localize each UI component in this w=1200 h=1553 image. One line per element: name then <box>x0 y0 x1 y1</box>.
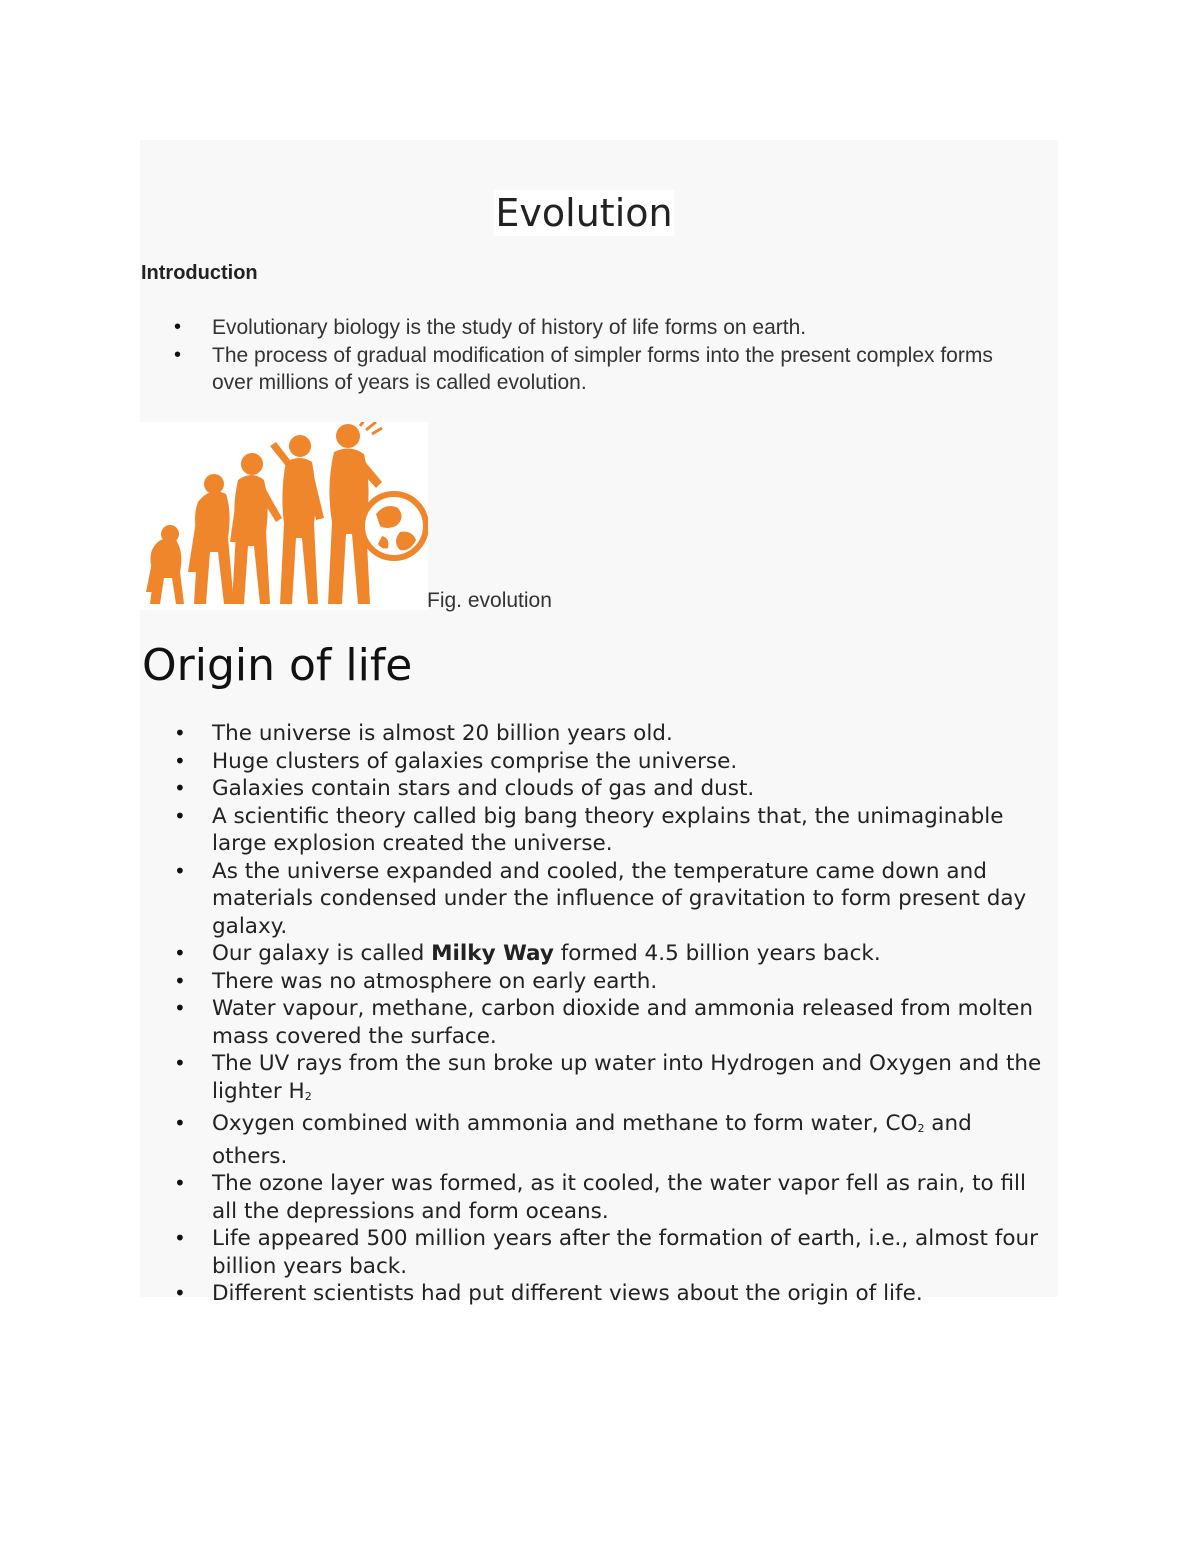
list-item: • Different scientists had put different views about the origin of life. <box>172 1280 1052 1308</box>
milky-way-bold: Milky Way <box>431 941 554 966</box>
list-item <box>172 1110 1052 1170</box>
list-item: • Water vapour, methane, carbon dioxide and ammonia released from molten mass covered the surface. <box>172 995 1052 1050</box>
list-item-text: and others. <box>212 1111 972 1169</box>
list-item <box>172 940 1052 968</box>
list-item-text: Oxygen combined with ammonia and methane to form water, CO <box>212 1111 918 1136</box>
introduction-heading: Introduction <box>141 262 258 284</box>
list-item: • A scientific theory called big bang theory explains that, the unimaginable large explosion created the universe. <box>172 803 1052 858</box>
list-item-text: formed 4.5 billion years back. <box>553 941 881 966</box>
list-item: • As the universe expanded and cooled, the temperature came down and materials condensed under the influence of gravitation to form present day galaxy. <box>172 858 1052 941</box>
introduction-list <box>172 314 1032 397</box>
list-item: • Galaxies contain stars and clouds of gas and dust. <box>172 775 1052 803</box>
origin-of-life-list <box>172 720 1052 1308</box>
list-item: • Huge clusters of galaxies comprise the universe. <box>172 748 1052 776</box>
document-title: Evolution <box>495 191 673 235</box>
figure-caption: Fig. evolution <box>427 589 552 612</box>
origin-of-life-heading: Origin of life <box>142 640 413 691</box>
evolution-figure-icon <box>140 422 428 610</box>
list-item: • The universe is almost 20 billion years old. <box>172 720 1052 748</box>
list-item: • The process of gradual modification of simpler forms into the present complex forms over millions of years is called evolution. <box>172 342 1032 397</box>
list-item-text: The UV rays from the sun broke up water into Hydrogen and Oxygen and the lighter H <box>212 1051 1042 1104</box>
subscript: 2 <box>917 1122 925 1135</box>
list-item: • Evolutionary biology is the study of history of life forms on earth. <box>172 314 1032 342</box>
evolution-figure <box>140 422 428 610</box>
list-item: • Life appeared 500 million years after the formation of earth, i.e., almost four billion years back. <box>172 1225 1052 1280</box>
list-item: • There was no atmosphere on early earth. <box>172 968 1052 996</box>
list-item-text: Our galaxy is called <box>212 941 432 966</box>
subscript: 2 <box>304 1089 312 1103</box>
list-item <box>172 1050 1052 1110</box>
list-item: • The ozone layer was formed, as it cooled, the water vapor fell as rain, to fill all the depressions and form oceans. <box>172 1170 1052 1225</box>
